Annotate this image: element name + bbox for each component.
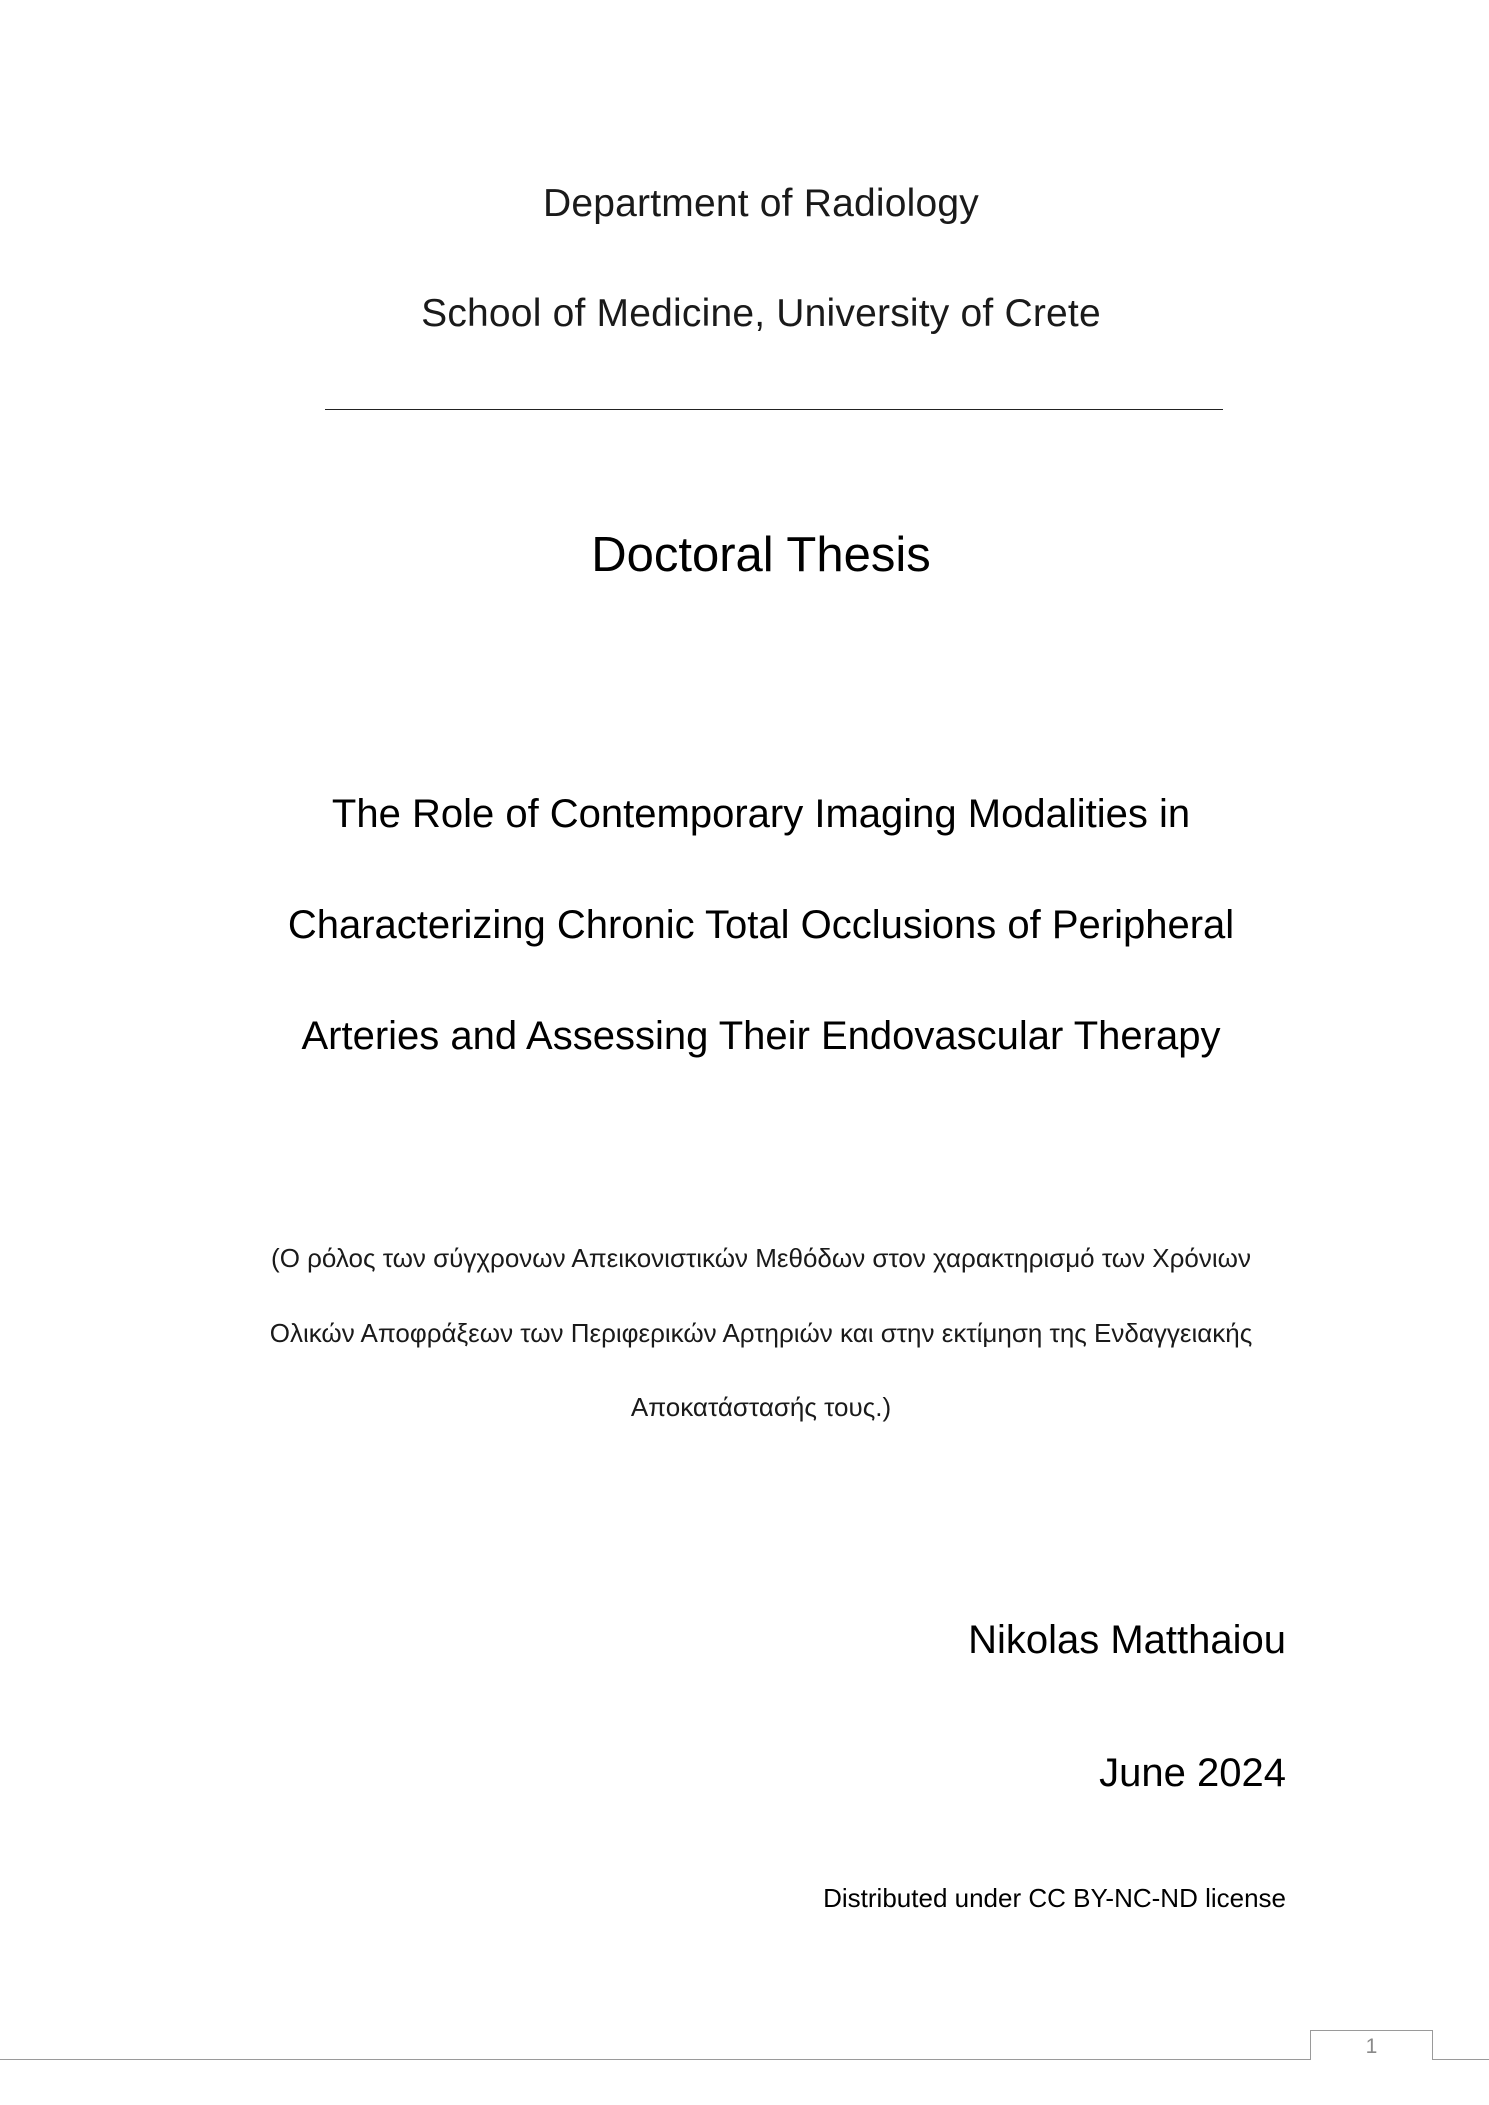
footer-rule	[0, 2059, 1310, 2060]
greek-title-line: Ολικών Αποφράξεων των Περιφερικών Αρτηριών και στην εκτίμηση της Ενδαγγειακής	[269, 1318, 1253, 1348]
thesis-title-line: Arteries and Assessing Their Endovascular Therapy	[301, 1014, 1221, 1058]
header-divider	[325, 409, 1223, 410]
page-number-tab	[1310, 2030, 1433, 2060]
thesis-title-line: The Role of Contemporary Imaging Modalities in	[331, 792, 1191, 836]
author-name: Nikolas Matthaiou	[968, 1618, 1286, 1662]
submission-date: June 2024	[1099, 1751, 1286, 1795]
school-heading: School of Medicine, University of Crete	[421, 292, 1101, 335]
license-notice: Distributed under CC BY-NC-ND license	[823, 1883, 1286, 1913]
department-heading: Department of Radiology	[543, 182, 979, 225]
thesis-title-line: Characterizing Chronic Total Occlusions of Peripheral	[287, 903, 1235, 947]
document-type-heading: Doctoral Thesis	[591, 528, 931, 582]
footer-rule-right	[1433, 2059, 1489, 2060]
greek-title-line: Αποκατάστασής τους.)	[630, 1392, 892, 1422]
page-number: 1	[1365, 2035, 1378, 2058]
greek-title-line: (Ο ρόλος των σύγχρονων Απεικονιστικών Μεθόδων στον χαρακτηρισμό των Χρόνιων	[271, 1243, 1251, 1273]
